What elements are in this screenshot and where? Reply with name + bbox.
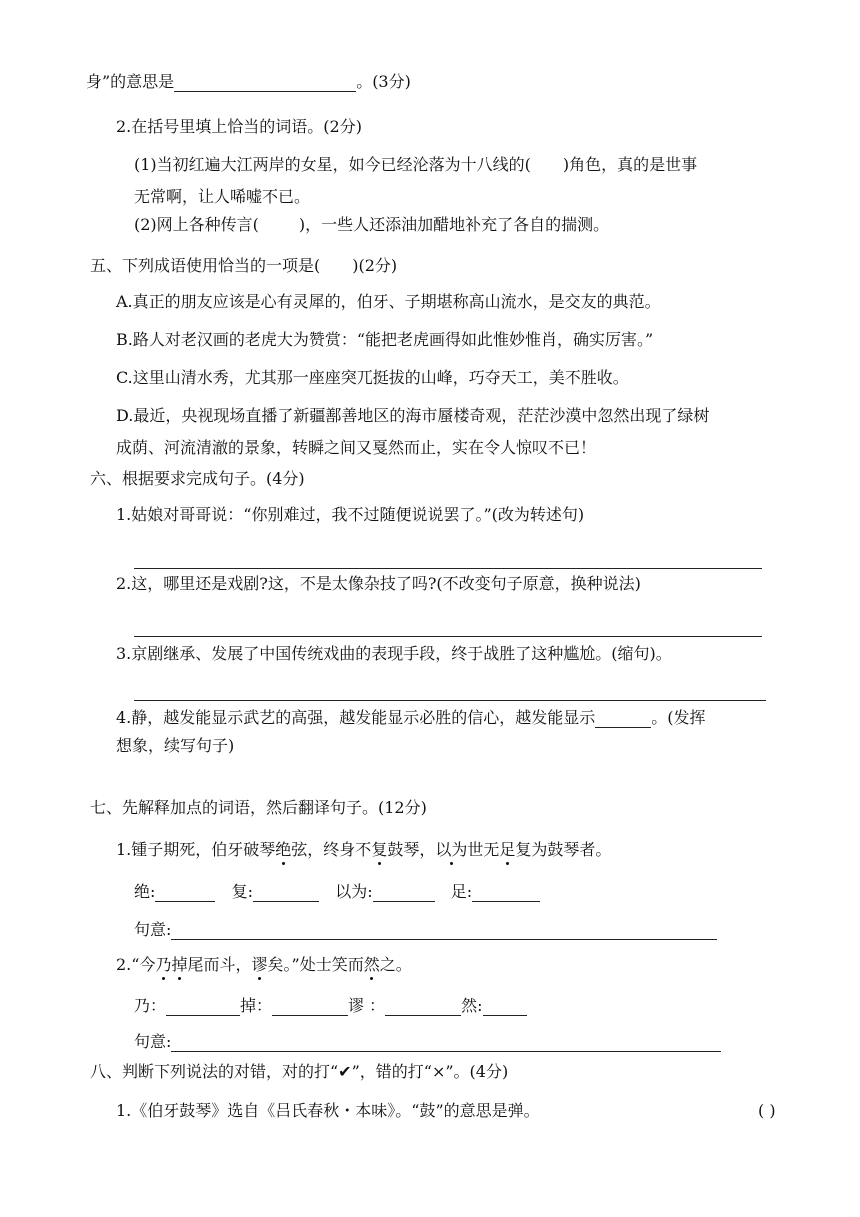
answer-line[interactable] (134, 700, 766, 701)
sentence-line: 无常啊，让人唏嘘不已。 (134, 187, 311, 206)
answer-blank[interactable] (483, 999, 527, 1016)
judgment-item-1: 1.《伯牙鼓琴》选自《吕氏春秋・本味》。“鼓”的意思是弹。 (116, 1101, 540, 1120)
option-d: D.最近，央视现场直播了新疆鄯善地区的海市蜃楼奇观，茫茫沙漠中忽然出现了绿树 (116, 406, 710, 425)
answer-line[interactable] (171, 1035, 721, 1052)
top-line: 身”的意思是 。(3分) (86, 72, 411, 91)
word-fields-2: 乃： 掉： 谬 ： 然: (134, 996, 527, 1016)
answer-blank[interactable] (385, 999, 461, 1016)
option-a: A.真正的朋友应该是心有灵犀的，伯牙、子期堪称高山流水，是交友的典范。 (116, 292, 661, 311)
dotted-word: 乃 (155, 955, 172, 974)
sentence-line: (2)网上各种传言( )，一些人还添油加醋地补充了各自的揣测。 (134, 215, 610, 234)
section-title: 五、下列成语使用恰当的一项是( )(2分) (90, 256, 398, 275)
option-c: C.这里山清水秀，尤其那一座座突兀挺拔的山峰，巧夺天工，美不胜收。 (116, 368, 629, 387)
section-title: 六、根据要求完成句子。(4分) (90, 469, 305, 488)
answer-line[interactable] (134, 636, 762, 637)
option-b: B.路人对老汉画的老虎大为赞赏：“能把老虎画得如此惟妙惟肖，确实厉害。” (116, 330, 654, 349)
sentence-line: (1)当初红遍大江两岸的女星，如今已经沦落为十八线的( )角色，真的是世事 (134, 155, 698, 174)
item-2: 2.这，哪里还是戏剧?这，不是太像杂技了吗?(不改变句子原意，换种说法) (116, 574, 641, 593)
answer-blank[interactable] (373, 885, 435, 902)
item-4-cont: 想象，续写句子) (116, 736, 235, 755)
judgment-paren[interactable]: ( ) (758, 1101, 776, 1120)
translation-1: 句意: (134, 920, 717, 940)
translation-2: 句意: (134, 1032, 721, 1052)
answer-blank[interactable] (166, 999, 240, 1016)
item-1: 1.姑娘对哥哥说：“你别难过，我不过随便说说罢了。”(改为转述句) (116, 505, 585, 524)
section-title: 八、判断下列说法的对错，对的打“✔”，错的打“×”。(4分) (90, 1062, 509, 1081)
question-title: 2.在括号里填上恰当的词语。(2分) (116, 117, 362, 136)
classical-sentence-2: 2.“今乃掉尾而斗，谬矣。”处士笑而然之。 (116, 955, 412, 974)
answer-line[interactable] (134, 568, 762, 569)
answer-blank[interactable] (253, 885, 319, 902)
word-fields-1: 绝: 复: 以为: 足: (134, 882, 540, 902)
answer-blank[interactable] (174, 75, 356, 92)
dotted-word: 绝 (275, 840, 292, 859)
answer-blank[interactable] (472, 885, 540, 902)
answer-line[interactable] (171, 923, 717, 940)
option-d-cont: 成荫、河流清澈的景象，转瞬之间又戛然而止，实在令人惊叹不已！ (116, 438, 597, 457)
dotted-word: 以为 (435, 840, 468, 859)
dotted-word: 然 (363, 955, 380, 974)
dotted-word: 谬 (251, 955, 268, 974)
answer-blank[interactable] (272, 999, 348, 1016)
answer-blank[interactable] (155, 885, 215, 902)
answer-blank[interactable] (595, 711, 651, 728)
dotted-word: 足 (499, 840, 516, 859)
dotted-word: 复 (371, 840, 388, 859)
item-4: 4.静，越发能显示武艺的高强，越发能显示必胜的信心，越发能显示 。(发挥 (116, 708, 706, 727)
classical-sentence-1: 1.锺子期死，伯牙破琴绝弦，终身不复鼓琴，以为世无足复为鼓琴者。 (116, 840, 612, 859)
section-title: 七、先解释加点的词语，然后翻译句子。(12分) (90, 798, 427, 817)
item-3: 3.京剧继承、发展了中国传统戏曲的表现手段，终于战胜了这种尴尬。(缩句)。 (116, 644, 672, 663)
dotted-word: 掉 (171, 955, 188, 974)
